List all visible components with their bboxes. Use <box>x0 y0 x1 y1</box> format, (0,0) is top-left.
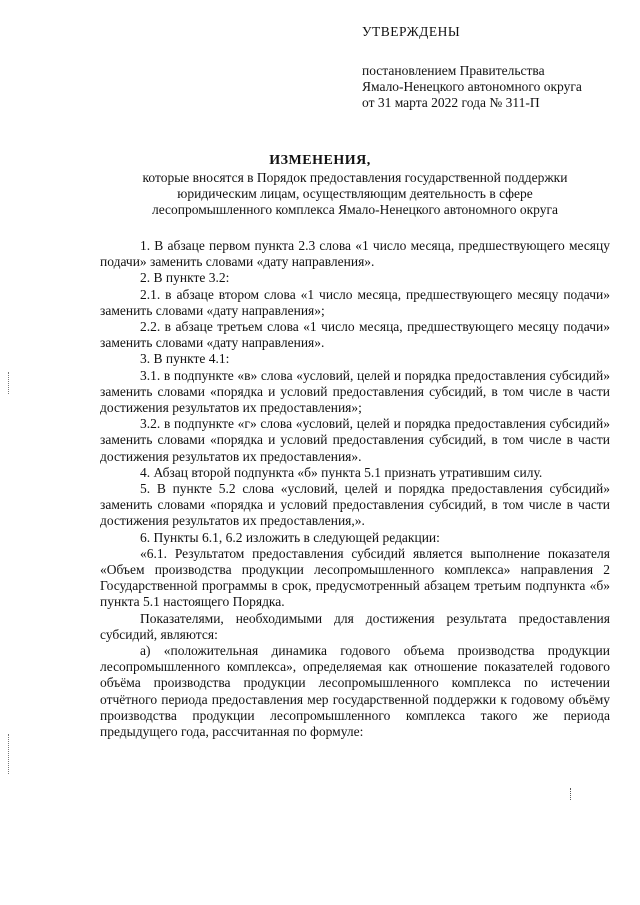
paragraph: «6.1. Результатом предоставления субсидий является выполнение показателя «Объем производства продукции лесопромышленного комплекса» направления 2 Государственной программы в срок, предусмотренный абзацем третьим подпункта «б» пункта 5.1 настоящего Порядка. <box>100 545 610 610</box>
paragraph: а) «положительная динамика годового объема производства продукции лесопромышленного комплекса», определяемая как отношение показателей годового объёма производства продукции лесопромышленного комплекса по истечении отчётного периода предоставления мер государственной поддержки к годовому объёму производства продукции лесопромышленного комплекса такого же периода предыдущего года, рассчитанная по формуле: <box>100 643 610 740</box>
approval-title: УТВЕРЖДЕНЫ <box>362 24 461 39</box>
scan-speck <box>570 788 572 800</box>
paragraph: 2. В пункте 3.2: <box>140 270 230 286</box>
document-title: ИЗМЕНЕНИЯ, <box>269 153 371 168</box>
document-subtitle <box>110 170 600 218</box>
approval-line: от 31 марта 2022 года № 311-П <box>362 95 540 110</box>
approval-line: Ямало-Ненецкого автономного округа <box>362 79 582 94</box>
approval-block <box>362 24 622 111</box>
document-body <box>100 238 610 740</box>
paragraph: Показателями, необходимыми для достижения результата предоставления субсидий, являются: <box>100 610 610 642</box>
paragraph: 3. В пункте 4.1: <box>140 351 230 367</box>
subtitle-line: которые вносятся в Порядок предоставления государственной поддержки <box>142 170 568 185</box>
approval-line: постановлением Правительства <box>362 63 545 78</box>
paragraph: 5. В пункте 5.2 слова «условий, целей и порядка предоставления субсидий» заменить словами «порядка и условий предоставления субсидий, в том числе в части достижения результатов их предоставления,». <box>100 481 610 529</box>
paragraph: 2.2. в абзаце третьем слова «1 число месяца, предшествующего месяцу подачи» заменить словами «дату направления». <box>100 319 610 351</box>
subtitle-line: юридическим лицам, осуществляющим деятельность в сфере <box>177 186 533 201</box>
paragraph: 2.1. в абзаце втором слова «1 число месяца, предшествующего месяцу подачи» заменить словами «дату направления»; <box>100 286 610 318</box>
subtitle-line: лесопромышленного комплекса Ямало-Ненецкого автономного округа <box>151 202 559 217</box>
paragraph: 6. Пункты 6.1, 6.2 изложить в следующей редакции: <box>140 529 440 545</box>
scan-margin-mark <box>8 734 11 774</box>
paragraph: 4. Абзац второй подпункта «б» пункта 5.1 признать утратившим силу. <box>140 464 543 480</box>
paragraph: 1. В абзаце первом пункта 2.3 слова «1 число месяца, предшествующего месяцу подачи» заменить словами «дату направления». <box>100 238 610 270</box>
paragraph: 3.1. в подпункте «в» слова «условий, целей и порядка предоставления субсидий» заменить словами «порядка и условий предоставления субсидий, в том числе в части достижения результатов их предоставления»; <box>100 367 610 416</box>
paragraph: 3.2. в подпункте «г» слова «условий, целей и порядка предоставления субсидий» заменить словами «порядка и условий предоставления субсидий, в том числе в части достижения результатов их предоставления». <box>100 416 610 464</box>
scan-margin-mark <box>8 372 11 394</box>
